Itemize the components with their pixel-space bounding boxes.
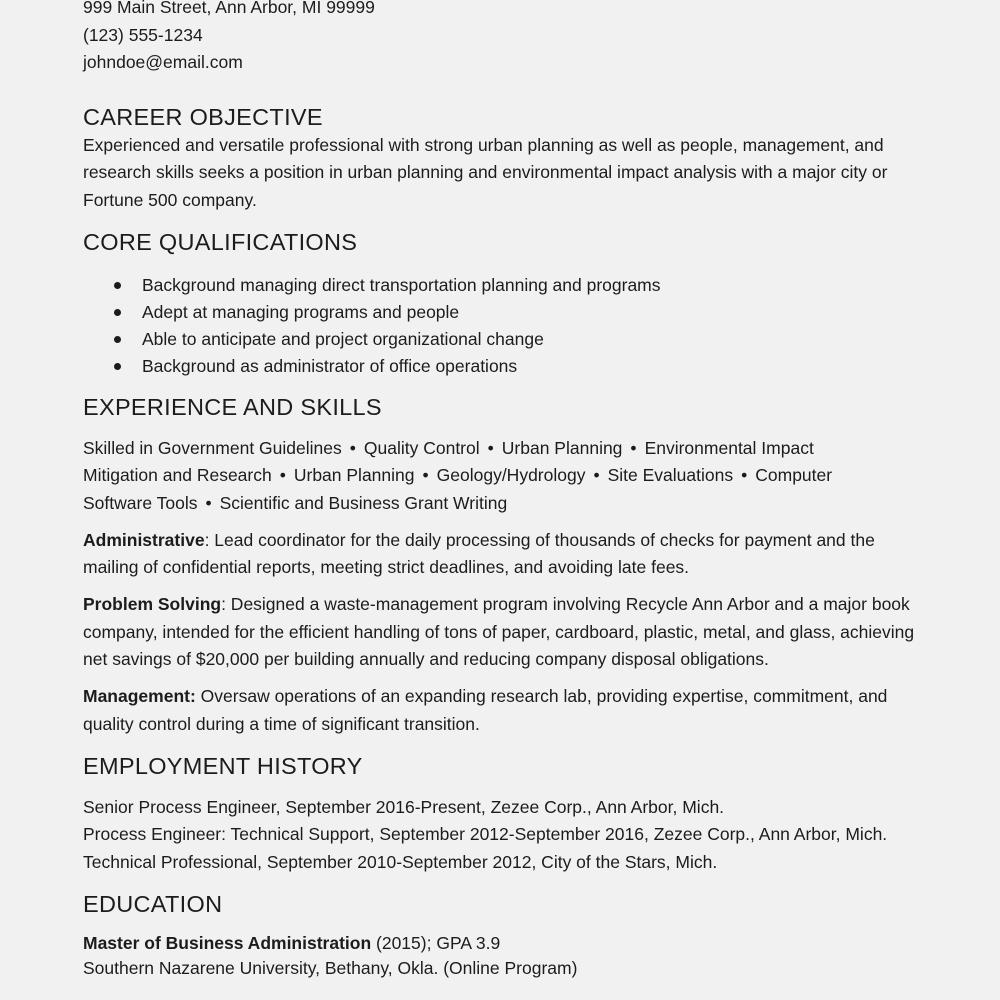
qualification-text: Able to anticipate and project organizational change	[142, 328, 544, 349]
detail-text: : Lead coordinator for the daily processing of thousands of checks for payment and the mailing of confidential reports, meeting strict deadlines, and avoiding late fees.	[83, 529, 875, 578]
skill-tag: Urban Planning	[501, 437, 623, 458]
core-qualifications-list	[83, 272, 928, 380]
detail-problem-solving	[83, 591, 928, 674]
resume-page	[83, 0, 928, 981]
skill-tag: Computer	[755, 465, 833, 486]
separator-bullet: •	[205, 492, 212, 513]
skill-tag: Environmental Impact	[644, 437, 814, 458]
detail-administrative	[83, 527, 928, 582]
separator-bullet: •	[422, 465, 429, 486]
qualification-item	[83, 299, 928, 326]
employment-entry: Technical Professional, September 2010-September 2012, City of the Stars, Mich.	[83, 851, 718, 872]
contact-address: 999 Main Street, Ann Arbor, MI 99999	[83, 0, 375, 17]
qualification-item	[83, 272, 928, 299]
skill-tag: Urban Planning	[293, 465, 415, 486]
detail-management	[83, 683, 928, 738]
detail-label: Administrative	[83, 529, 205, 550]
employment-history-section	[83, 751, 928, 877]
bullet-icon	[114, 309, 121, 316]
skills-line	[83, 462, 928, 490]
education-degree: Master of Business Administration	[83, 932, 372, 953]
education-section	[83, 889, 928, 981]
skill-tag: Geology/Hydrology	[436, 465, 586, 486]
skill-tag: Scientific and Business Grant Writing	[219, 492, 508, 513]
employment-history-heading: EMPLOYMENT HISTORY	[83, 752, 363, 779]
education-degree-line	[83, 931, 928, 956]
education-heading: EDUCATION	[83, 890, 223, 917]
employment-entry: Process Engineer: Technical Support, September 2012-September 2016, Zezee Corp., Ann Arbor, Mich.	[83, 824, 888, 845]
qualification-text: Background managing direct transportation planning and programs	[142, 274, 661, 295]
experience-skills-section	[83, 392, 928, 739]
education-school: Southern Nazarene University, Bethany, Okla. (Online Program)	[83, 957, 578, 978]
employment-list	[83, 794, 928, 877]
career-objective-heading: CAREER OBJECTIVE	[83, 103, 323, 130]
qualification-text: Adept at managing programs and people	[142, 301, 460, 322]
skills-block	[83, 435, 928, 518]
separator-bullet: •	[279, 465, 286, 486]
separator-bullet: •	[630, 437, 637, 458]
skill-tag: Software Tools	[83, 492, 198, 513]
separator-bullet: •	[349, 437, 356, 458]
bullet-icon	[114, 336, 121, 343]
employment-entry: Senior Process Engineer, September 2016-Present, Zezee Corp., Ann Arbor, Mich.	[83, 796, 725, 817]
skill-tag: Site Evaluations	[607, 465, 734, 486]
education-degree-detail: (2015); GPA 3.9	[371, 932, 501, 953]
bullet-icon	[114, 363, 121, 370]
career-objective-text: Experienced and versatile professional with strong urban planning as well as people, management, and research skills seeks a position in urban planning and environmental impact analysis with a major city or Fortune 500 company.	[83, 134, 888, 210]
skill-tag: Skilled in Government Guidelines	[83, 437, 342, 458]
education-entry	[83, 931, 928, 981]
career-objective-section	[83, 102, 928, 215]
separator-bullet: •	[741, 465, 748, 486]
detail-text: : Designed a waste-management program involving Recycle Ann Arbor and a major book company, intended for the efficient handling of tons of paper, cardboard, plastic, metal, and glass, achieving net savings of $20,000 per building annually and reducing company disposal obligations.	[83, 594, 915, 670]
bullet-icon	[114, 282, 121, 289]
detail-label: Problem Solving	[83, 594, 222, 615]
experience-skills-heading: EXPERIENCE AND SKILLS	[83, 393, 382, 420]
separator-bullet: •	[487, 437, 494, 458]
core-qualifications-heading: CORE QUALIFICATIONS	[83, 228, 358, 255]
skill-tag: Mitigation and Research	[83, 465, 272, 486]
qualification-item	[83, 326, 928, 353]
qualification-text: Background as administrator of office operations	[142, 355, 518, 376]
core-qualifications-section	[83, 227, 928, 380]
contact-email: johndoe@email.com	[83, 52, 243, 72]
qualification-item	[83, 353, 928, 380]
detail-label: Management:	[83, 686, 196, 707]
separator-bullet: •	[593, 465, 600, 486]
skills-line	[83, 435, 928, 463]
skill-tag: Quality Control	[363, 437, 480, 458]
skills-line	[83, 490, 928, 518]
contact-phone: (123) 555-1234	[83, 24, 203, 45]
contact-block	[83, 0, 928, 77]
detail-text: Oversaw operations of an expanding research lab, providing expertise, commitment, and quality control during a time of significant transition.	[83, 686, 888, 734]
